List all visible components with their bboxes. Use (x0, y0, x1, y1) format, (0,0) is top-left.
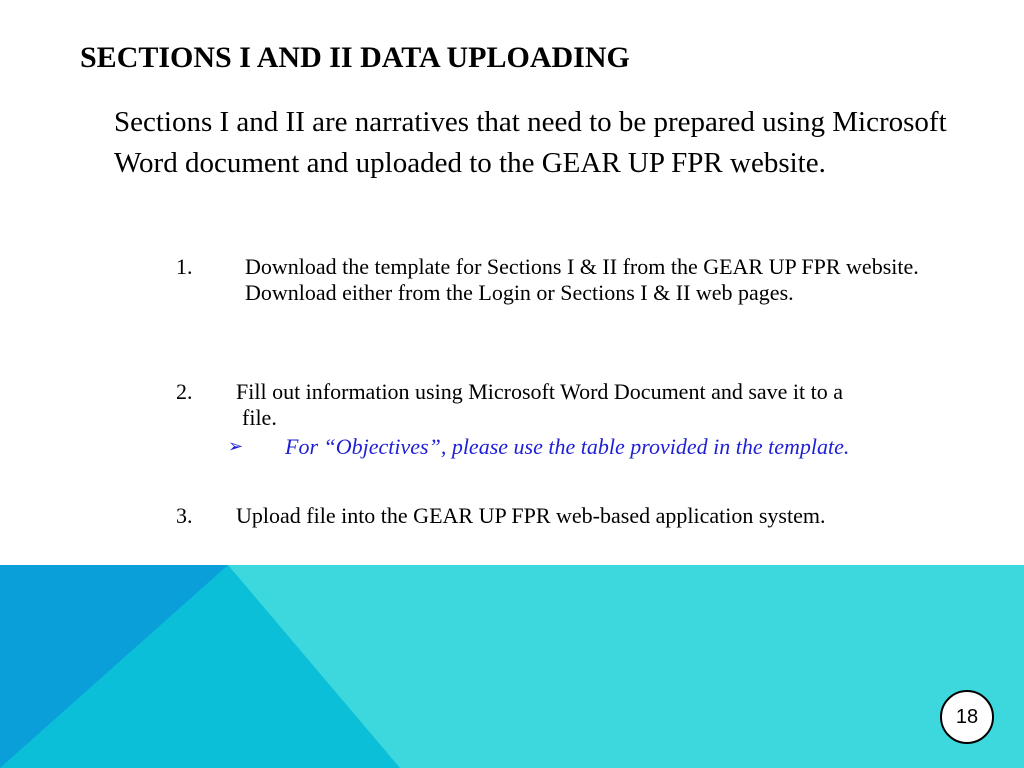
page-number-badge: 18 (940, 690, 994, 744)
intro-paragraph: Sections I and II are narratives that need to be prepared using Microsoft Word document and uploaded to the GEAR UP FPR website. (114, 106, 947, 179)
step-text: Download the template for Sections I & II from the GEAR UP FPR website. Download either from the Login or Sections I & II web pages. (245, 254, 919, 305)
step-number: 2. (176, 379, 193, 404)
step-text (236, 379, 996, 431)
step-number: 3. (176, 503, 193, 528)
step-text-line-2: file. (242, 405, 277, 430)
sub-bullet-text: For “Objectives”, please use the table provided in the template. (285, 434, 850, 459)
slide-title: SECTIONS I AND II DATA UPLOADING (80, 41, 630, 74)
footer-decoration (0, 565, 1024, 768)
step-text-line-1: Fill out information using Microsoft Word Document and save it to a (236, 379, 844, 404)
arrow-bullet-icon: ➢ (228, 436, 244, 457)
step-number: 1. (176, 254, 193, 279)
step-text: Upload file into the GEAR UP FPR web-based application system. (236, 503, 826, 528)
